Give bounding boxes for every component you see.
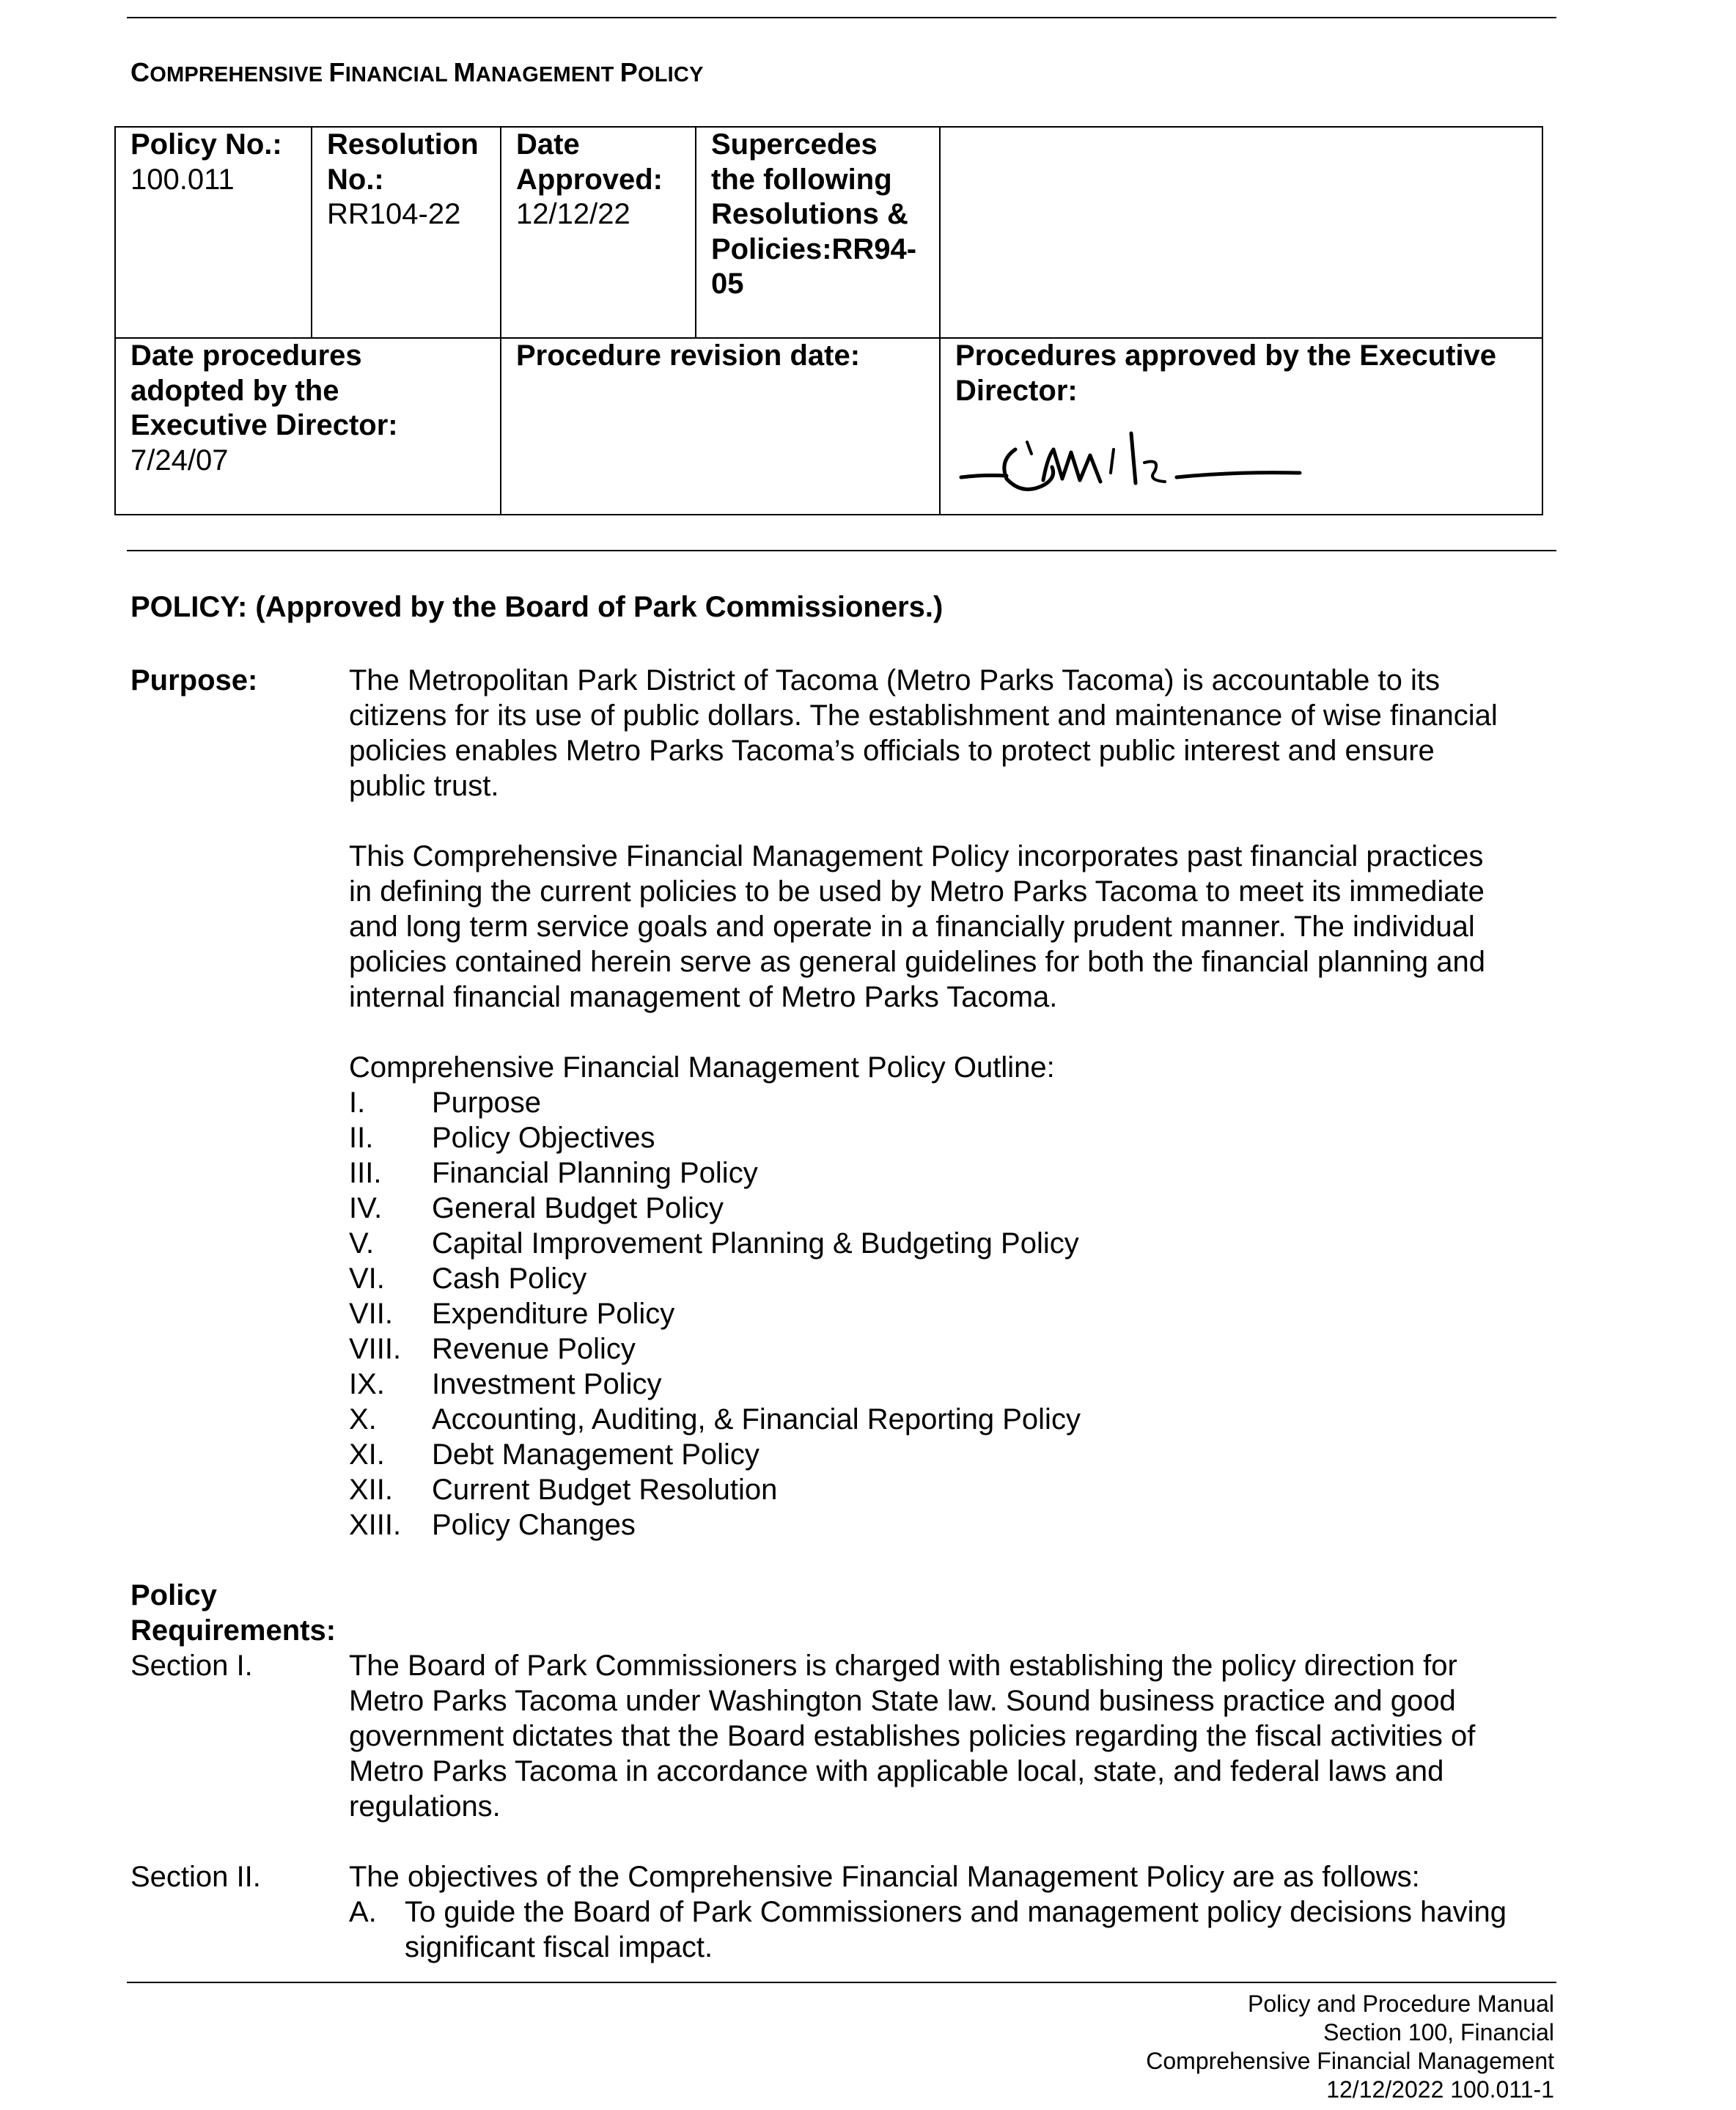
resolution-number-value: RR104-22: [327, 198, 461, 230]
procedures-approved-line: Procedures approved by the Executive: [955, 339, 1497, 372]
section-1-label: Section I.: [130, 1650, 253, 1682]
policy-number-label: Policy No.:: [130, 128, 282, 161]
section-1-text: [349, 1648, 1566, 1824]
supercedes-line: Resolutions &: [711, 198, 908, 230]
footer-line: Comprehensive Financial Management: [1146, 2048, 1554, 2074]
procedures-adopted-line: Executive Director:: [130, 409, 398, 441]
paragraph-line: and long term service goals and operate in a financially prudent manner. The individual: [349, 911, 1475, 943]
procedures-approved-line: Director:: [955, 374, 1078, 407]
policy-number-value: 100.011: [130, 163, 235, 196]
paragraph-line: Metro Parks Tacoma in accordance with applicable local, state, and federal laws and: [349, 1755, 1444, 1787]
date-approved-cell: [501, 127, 696, 338]
paragraph-line: The Metropolitan Park District of Tacoma (Metro Parks Tacoma) is accountable to its: [349, 664, 1440, 696]
paragraph-line: government dictates that the Board establishes policies regarding the fiscal activities of: [349, 1720, 1476, 1752]
footer-rule: [127, 1982, 1556, 1983]
resolution-number-cell: [312, 127, 501, 338]
section-2-label: Section II.: [130, 1861, 261, 1893]
policy-info-table: [114, 126, 1543, 515]
paragraph-line: regulations.: [349, 1790, 501, 1823]
paragraph-line: Metro Parks Tacoma under Washington State law. Sound business practice and good: [349, 1685, 1456, 1717]
top-rule: [127, 17, 1556, 18]
purpose-paragraph-2: [349, 839, 1566, 1015]
footer: [1146, 1990, 1554, 2104]
outline-title: Comprehensive Financial Management Policy Outline:: [349, 1051, 1055, 1084]
empty-cell: [940, 127, 1542, 338]
section-2-intro: The objectives of the Comprehensive Financial Management Policy are as follows:: [349, 1861, 1420, 1893]
supercedes-line: Policies:RR94-: [711, 232, 917, 265]
supercedes-line: Supercedes: [711, 128, 878, 161]
purpose-label: Purpose:: [130, 664, 258, 696]
paragraph-line: citizens for its use of public dollars. The establishment and maintenance of wise financial: [349, 699, 1498, 732]
paragraph-line: in defining the current policies to be used by Metro Parks Tacoma to meet its immediate: [349, 875, 1485, 908]
procedures-approved-cell: [940, 338, 1542, 515]
resolution-label-line2: No.:: [327, 163, 384, 196]
footer-line: Policy and Procedure Manual: [1247, 1990, 1554, 2017]
procedure-revision-label: Procedure revision date:: [516, 339, 861, 372]
paragraph-line: internal financial management of Metro Parks Tacoma.: [349, 981, 1058, 1013]
paragraph-line: policies contained herein serve as general guidelines for both the financial planning and: [349, 946, 1485, 978]
supercedes-cell: [696, 127, 940, 338]
date-approved-value: 12/12/22: [516, 198, 630, 230]
procedures-adopted-line: Date procedures: [130, 339, 362, 372]
paragraph-line: policies enables Metro Parks Tacoma’s officials to protect public interest and ensure: [349, 735, 1435, 767]
purpose-paragraph-1: [349, 663, 1566, 804]
paragraph-line: This Comprehensive Financial Management Policy incorporates past financial practices: [349, 840, 1484, 872]
footer-line: Section 100, Financial: [1323, 2019, 1554, 2045]
policy-heading: POLICY: (Approved by the Board of Park Commissioners.): [130, 591, 944, 623]
supercedes-line: 05: [711, 268, 744, 300]
footer-line: 12/12/2022 100.011-1: [1326, 2076, 1554, 2103]
date-approved-label-line2: Approved:: [516, 163, 663, 196]
procedures-adopted-cell: [115, 338, 501, 515]
procedure-revision-cell: [501, 338, 940, 515]
requirements-label-line1: Policy: [130, 1579, 217, 1611]
date-approved-label-line1: Date: [516, 128, 580, 161]
executive-director-signature: [955, 420, 1366, 501]
section-rule: [127, 550, 1556, 551]
resolution-label-line1: Resolution: [327, 128, 479, 161]
procedures-adopted-date: 7/24/07: [130, 444, 229, 477]
paragraph-line: public trust.: [349, 770, 499, 802]
document-title: COMPREHENSIVE FINANCIAL MANAGEMENT POLICY: [130, 57, 704, 87]
procedures-adopted-line: adopted by the: [130, 374, 339, 407]
paragraph-line: The Board of Park Commissioners is charged with establishing the policy direction for: [349, 1650, 1457, 1682]
supercedes-line: the following: [711, 163, 892, 196]
requirements-label-line2: Requirements:: [130, 1614, 336, 1647]
policy-number-cell: [115, 127, 312, 338]
